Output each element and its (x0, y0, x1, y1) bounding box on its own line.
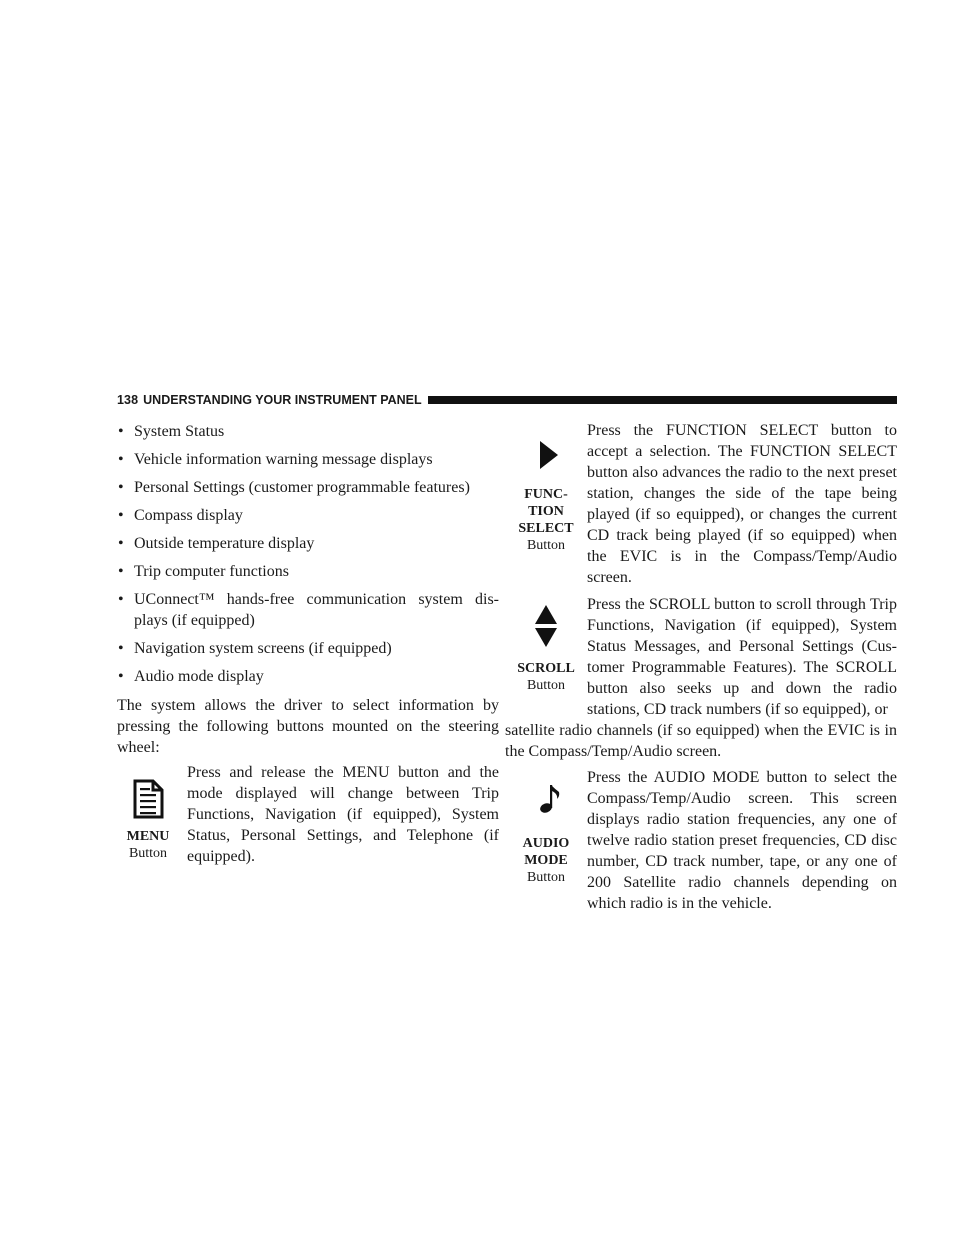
bullet-item: • Vehicle information warning message displays (118, 451, 433, 468)
bullet-item: • Audio mode display (118, 668, 264, 685)
scroll-label-col (515, 594, 577, 694)
function-select-description: Press the FUNCTION SELECT button to accept a selection. The FUNCTION SELECT button also advances the radio to the next preset station, changes the side of the tape being played (if so equipped), or changes the current CD track being played (if so equipped) when the EVIC is in the Compass/Temp/Audio screen. (587, 422, 897, 586)
menu-button-label: MENU (126, 829, 170, 844)
bullet-dot: • (118, 591, 124, 608)
header-rule (428, 396, 897, 404)
page-header (117, 392, 897, 408)
bullet-item: • Trip computer functions (118, 563, 289, 580)
function-select-label-line3: SELECT (518, 521, 574, 536)
scroll-continuation: satellite radio channels (if so equipped) when the EVIC is in the Compass/Temp/Audio screen. (505, 722, 897, 760)
bullet-item: • Navigation system screens (if equipped) (118, 640, 392, 657)
audio-mode-block (515, 767, 897, 914)
audio-mode-label-col (515, 767, 577, 886)
scroll-label: SCROLL (517, 661, 575, 676)
menu-button-description: Press and release the MENU button and the mode displayed will change between Trip Functions, Navigation (if equipped), System Status, Personal Settings, and Telephone (if equipped). (187, 764, 499, 865)
menu-button-block (117, 762, 499, 867)
scroll-sublabel: Button (526, 678, 566, 693)
section-title: UNDERSTANDING YOUR INSTRUMENT PANEL (143, 393, 422, 407)
function-select-label-line1: FUNC- (524, 487, 568, 502)
bullet-item: • Personal Settings (customer programmable features) (118, 479, 470, 496)
intro-paragraph: The system allows the driver to select information by pressing the following buttons mounted on the steering wheel: (117, 697, 499, 756)
bullet-dot: • (118, 668, 124, 685)
bullet-dot: • (118, 640, 124, 657)
bullet-dot: • (118, 451, 124, 468)
scroll-description: Press the SCROLL button to scroll through Trip Functions, Navigation (if equipped), System Status Messages, and Personal Settings (Cus- tomer Programmable Features). The SCROLL button also seeks up and down the radio stations, CD track numbers (if so equipped), or (587, 596, 897, 718)
audio-mode-label-line2: MODE (524, 853, 568, 868)
page-number: 138 (117, 393, 139, 407)
audio-mode-description: Press the AUDIO MODE button to select the Compass/Temp/Audio screen. This screen displays radio station frequencies, any one of twelve radio station preset frequencies, CD disc number, CD track number, tape, or any one of 200 Satellite radio channels depending on which radio is in the vehicle. (587, 769, 897, 912)
menu-button-sublabel: Button (128, 846, 168, 861)
bullet-dot: • (118, 563, 124, 580)
function-select-sublabel: Button (526, 538, 566, 553)
bullet-item: • System Status (118, 423, 225, 440)
music-note-icon (515, 783, 577, 815)
right-column (505, 420, 897, 914)
menu-button-label-col (117, 762, 179, 862)
function-select-block (515, 420, 897, 588)
bullet-dot: • (118, 507, 124, 524)
bullet-item: • UConnect™ hands-free communication system dis- plays (if equipped) (118, 591, 499, 629)
menu-list-icon (117, 778, 179, 820)
up-down-arrows-icon (515, 604, 577, 648)
bullet-dot: • (118, 479, 124, 496)
bullet-item: • Outside temperature display (118, 535, 315, 552)
left-column (117, 421, 499, 867)
audio-mode-label-line1: AUDIO (522, 836, 570, 851)
function-select-label-line2: TION (528, 504, 564, 519)
right-triangle-icon (515, 440, 577, 470)
bullet-dot: • (118, 423, 124, 440)
bullet-item: • Compass display (118, 507, 243, 524)
bullet-dot: • (118, 535, 124, 552)
scroll-block (515, 594, 897, 720)
audio-mode-sublabel: Button (526, 870, 566, 885)
function-select-label-col (515, 420, 577, 554)
